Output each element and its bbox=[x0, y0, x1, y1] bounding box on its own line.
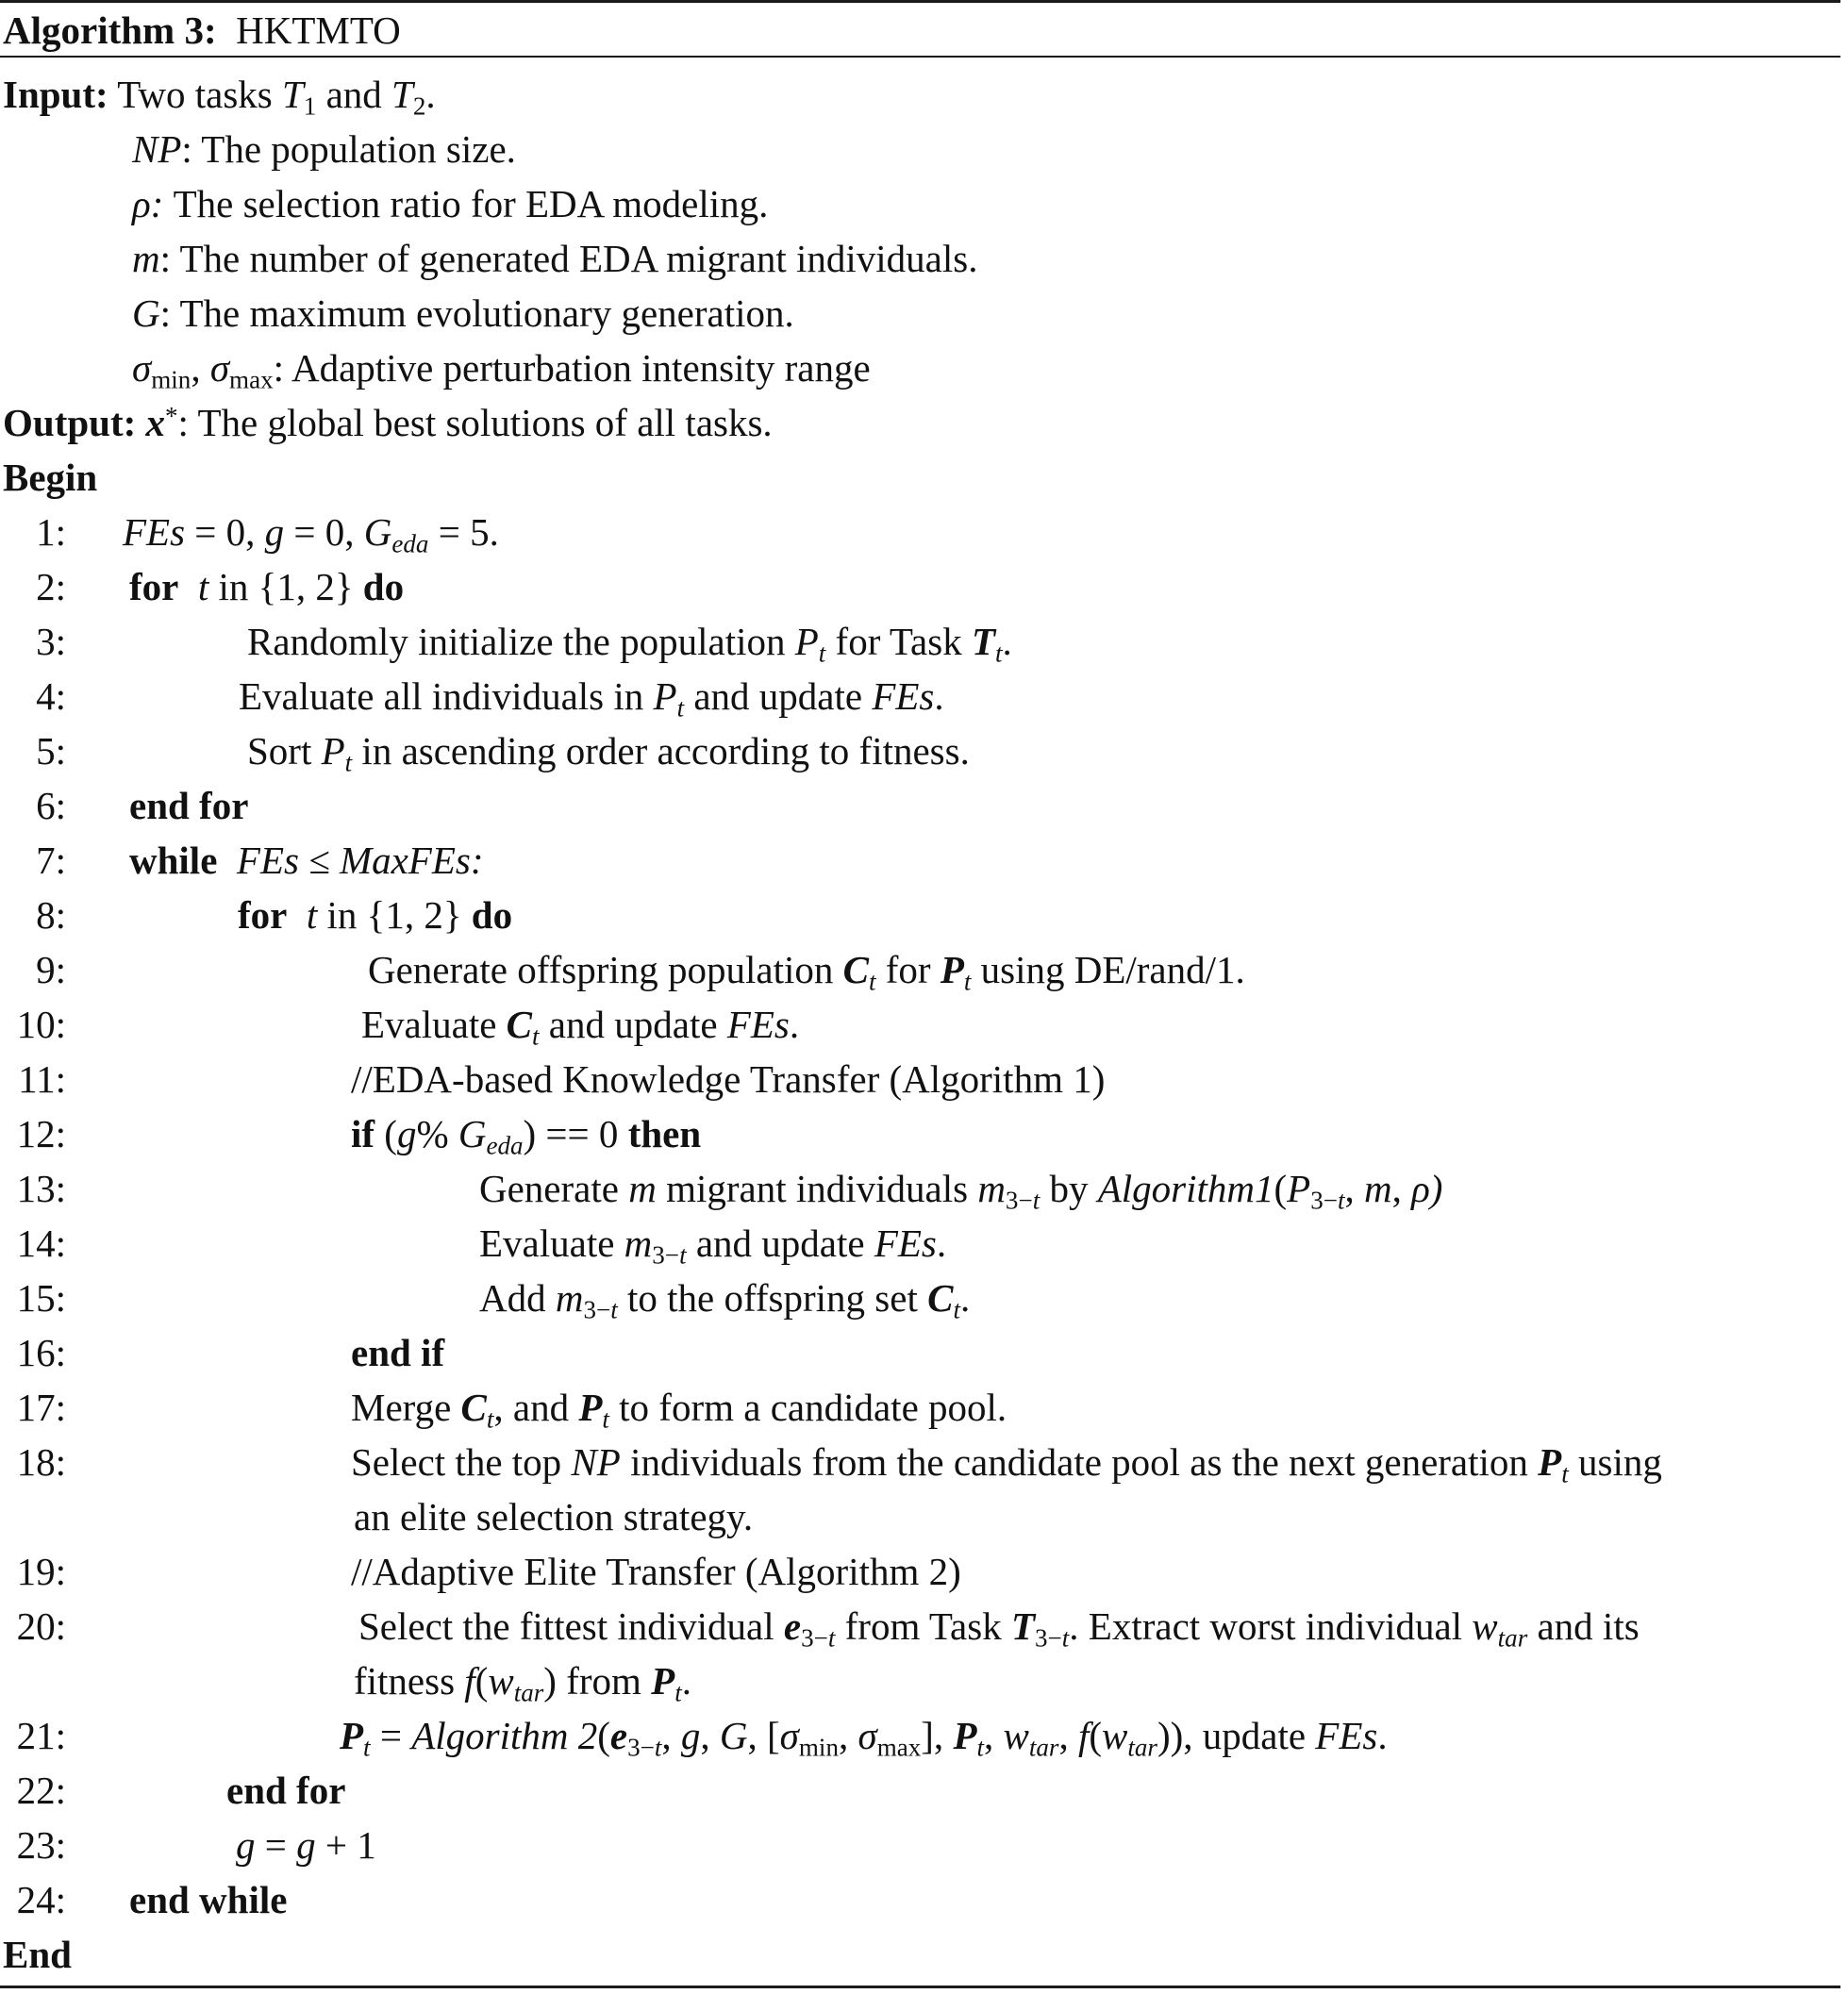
line-21: 21: Pt = Algorithm $2(e_{3-}t$, g, G, [$\sigma_{min}$, $\sigma_{max}$], Pt, wtar, f(wtar)), update FEs. bbox=[16, 1714, 1388, 1762]
output-line: Output: x*: The global best solutions of all tasks. bbox=[3, 401, 773, 444]
line-12: 12: if (g% Geda) == 0 then bbox=[16, 1112, 702, 1160]
line-20: 20: Select the fittest individual $e_{3-}t$ from Task $T_{3-}t$. Extract worst individual wtar and its bbox=[16, 1604, 1640, 1653]
title-rule bbox=[0, 56, 1840, 58]
input-m: m: The number of generated EDA migrant individuals. bbox=[132, 237, 978, 280]
output-label: Output: bbox=[3, 401, 137, 444]
line-24: 24: end while bbox=[16, 1878, 288, 1921]
top-rule bbox=[0, 0, 1840, 3]
line-2: 2: for t in {1, 2} do bbox=[36, 565, 405, 608]
line-1: 1: FEs = 0, g = 0, Geda = 5. bbox=[36, 510, 499, 558]
line-9: 9: Generate offspring population Ct for Pt using DE/rand/1. bbox=[36, 948, 1245, 996]
line-22: 22: end for bbox=[16, 1769, 346, 1812]
line-16: 16: end if bbox=[16, 1331, 445, 1374]
algorithm-label: Algorithm 3: bbox=[3, 8, 217, 52]
line-18: 18: Select the top NP individuals from the candidate pool as the next generation Pt using bbox=[16, 1440, 1662, 1488]
line-6: 6: end for bbox=[36, 784, 249, 827]
input-rho: ρ: The selection ratio for EDA modeling. bbox=[132, 182, 769, 225]
line-19: 19: //Adaptive Elite Transfer (Algorithm 2) bbox=[16, 1550, 961, 1593]
line-3: 3: Randomly initialize the population Pt for Task Tt. bbox=[36, 620, 1012, 668]
line-10: 10: Evaluate Ct and update FEs. bbox=[16, 1003, 800, 1051]
input-text: Two tasks $T_1$ and $T_2$. bbox=[117, 73, 436, 121]
bottom-rule bbox=[0, 1986, 1840, 1988]
algorithm-title bbox=[3, 9, 401, 51]
line-8: 8: for t in {1, 2} do bbox=[36, 893, 513, 937]
line-14: 14: Evaluate $m_{3-}t$ and update FEs. bbox=[16, 1221, 947, 1270]
line-4: 4: Evaluate all individuals in Pt and update FEs. bbox=[36, 674, 944, 723]
end-label: End bbox=[3, 1933, 72, 1976]
input-np: NP: The population size. bbox=[132, 127, 516, 171]
input-g: G: The maximum evolutionary generation. bbox=[132, 291, 794, 335]
line-23: 23: g = g + 1 bbox=[16, 1823, 376, 1867]
input-line bbox=[3, 68, 436, 121]
line-13: 13: Generate m migrant individuals $m_{3-}t$ by $Algorithm1(P_{3-}t$, m, ρ) bbox=[16, 1167, 1443, 1215]
line-20-cont: fitness f(wtar) from Pt. bbox=[354, 1659, 691, 1707]
line-15: 15: Add $m_{3-}t$ to the offspring set Ct. bbox=[16, 1276, 971, 1324]
input-label: Input: bbox=[3, 73, 108, 116]
line-17: 17: Merge Ct, and Pt to form a candidate pool. bbox=[16, 1386, 1007, 1434]
line-7: 7: while FEs ≤ MaxFEs: bbox=[36, 839, 484, 882]
input-sigma: $\sigma_{min}$, $\sigma_{max}$: Adaptive perturbation intensity range bbox=[132, 346, 871, 394]
line-11: 11: //EDA-based Knowledge Transfer (Algorithm 1) bbox=[18, 1057, 1106, 1101]
algorithm-name: HKTMTO bbox=[236, 8, 401, 52]
line-18-cont: an elite selection strategy. bbox=[354, 1495, 754, 1538]
begin-label: Begin bbox=[3, 456, 98, 499]
line-5: 5: Sort Pt in ascending order according to fitness. bbox=[36, 729, 970, 777]
